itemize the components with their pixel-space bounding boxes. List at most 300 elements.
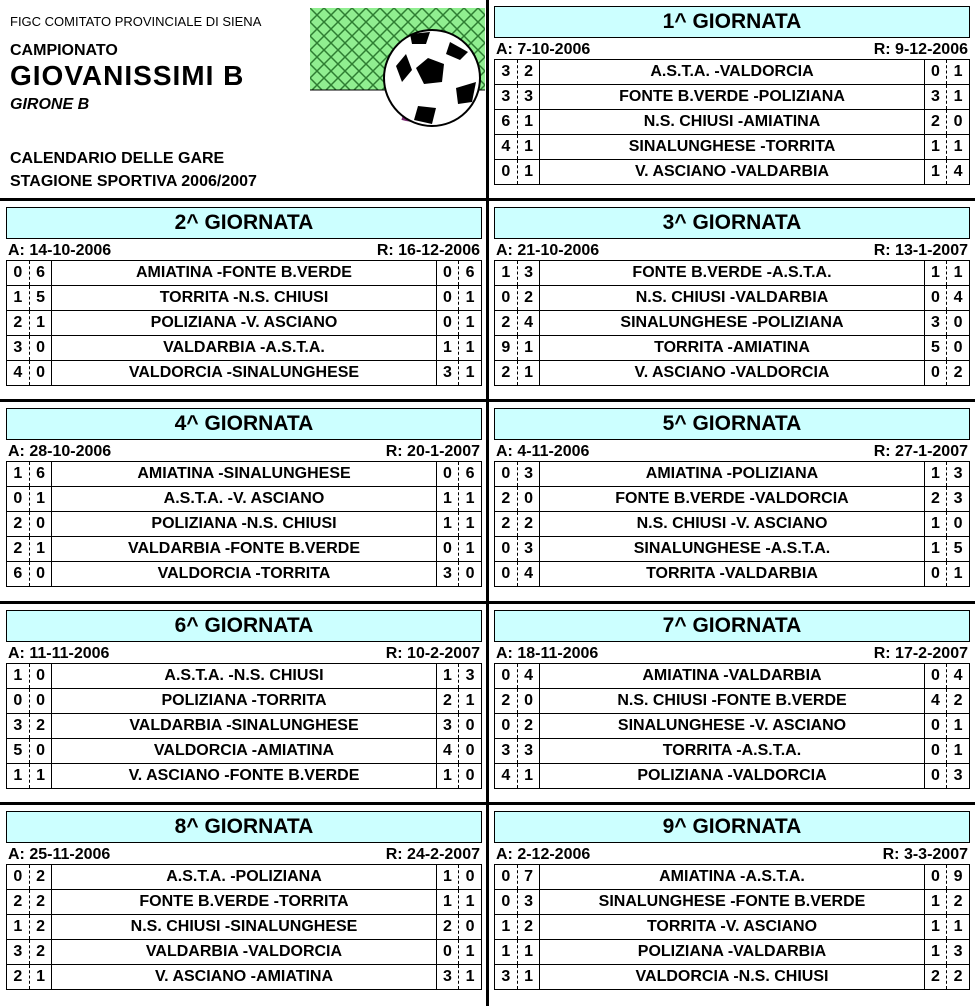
away-score-andata: 3 xyxy=(517,739,540,764)
home-score-ritorno: 1 xyxy=(436,487,459,512)
home-score-andata: 5 xyxy=(7,739,30,764)
away-score-andata: 1 xyxy=(517,135,540,160)
home-score-ritorno: 0 xyxy=(924,739,947,764)
away-score-andata: 1 xyxy=(517,336,540,361)
home-score-ritorno: 2 xyxy=(924,110,947,135)
away-score-andata: 2 xyxy=(517,512,540,537)
home-score-andata: 3 xyxy=(7,336,30,361)
calendar-label: CALENDARIO DELLE GARE xyxy=(10,150,225,167)
match-teams: POLIZIANA -VALDARBIA xyxy=(540,940,924,965)
games-table xyxy=(494,864,970,990)
away-score-ritorno: 0 xyxy=(459,915,482,940)
andata-date: A: 28-10-2006 xyxy=(8,443,112,460)
away-score-andata: 0 xyxy=(29,336,52,361)
home-score-andata: 0 xyxy=(495,664,518,689)
row-divider xyxy=(0,399,975,402)
home-score-andata: 1 xyxy=(495,915,518,940)
andata-date: A: 14-10-2006 xyxy=(8,242,112,259)
match-teams: AMIATINA -FONTE B.VERDE xyxy=(52,261,436,286)
table-row xyxy=(7,965,482,990)
away-score-ritorno: 0 xyxy=(947,336,970,361)
round-title: 5^ GIORNATA xyxy=(494,408,970,440)
match-teams: TORRITA -N.S. CHIUSI xyxy=(52,286,436,311)
table-row xyxy=(7,361,482,386)
away-score-andata: 0 xyxy=(29,689,52,714)
away-score-ritorno: 1 xyxy=(459,487,482,512)
table-row xyxy=(7,336,482,361)
table-row xyxy=(495,890,970,915)
row-divider xyxy=(0,601,975,604)
away-score-andata: 1 xyxy=(517,940,540,965)
table-row xyxy=(495,562,970,587)
match-teams: VALDARBIA -A.S.T.A. xyxy=(52,336,436,361)
away-score-ritorno: 1 xyxy=(947,714,970,739)
home-score-ritorno: 0 xyxy=(924,865,947,890)
away-score-ritorno: 0 xyxy=(459,562,482,587)
home-score-andata: 0 xyxy=(495,537,518,562)
round-title: 8^ GIORNATA xyxy=(6,811,482,843)
away-score-ritorno: 3 xyxy=(947,940,970,965)
away-score-ritorno: 1 xyxy=(947,915,970,940)
games-table xyxy=(494,663,970,789)
table-row xyxy=(7,865,482,890)
away-score-ritorno: 1 xyxy=(459,311,482,336)
table-row xyxy=(7,890,482,915)
table-row xyxy=(7,537,482,562)
away-score-andata: 2 xyxy=(517,915,540,940)
home-score-ritorno: 1 xyxy=(436,664,459,689)
away-score-ritorno: 2 xyxy=(947,965,970,990)
table-row xyxy=(7,689,482,714)
away-score-andata: 1 xyxy=(517,965,540,990)
away-score-ritorno: 0 xyxy=(459,739,482,764)
home-score-andata: 1 xyxy=(7,664,30,689)
away-score-andata: 1 xyxy=(517,764,540,789)
away-score-andata: 1 xyxy=(29,764,52,789)
match-teams: VALDORCIA -N.S. CHIUSI xyxy=(540,965,924,990)
round-title: 4^ GIORNATA xyxy=(6,408,482,440)
home-score-andata: 9 xyxy=(495,336,518,361)
round-block xyxy=(494,408,970,600)
away-score-ritorno: 1 xyxy=(459,286,482,311)
table-row xyxy=(495,286,970,311)
home-score-andata: 6 xyxy=(495,110,518,135)
match-teams: SINALUNGHESE -A.S.T.A. xyxy=(540,537,924,562)
home-score-ritorno: 0 xyxy=(924,714,947,739)
home-score-andata: 2 xyxy=(495,689,518,714)
round-block xyxy=(494,6,970,198)
away-score-ritorno: 1 xyxy=(459,689,482,714)
andata-date: A: 25-11-2006 xyxy=(8,846,111,863)
away-score-andata: 0 xyxy=(517,487,540,512)
home-score-andata: 1 xyxy=(495,261,518,286)
table-row xyxy=(495,85,970,110)
home-score-andata: 0 xyxy=(495,890,518,915)
table-row xyxy=(495,764,970,789)
match-teams: VALDORCIA -SINALUNGHESE xyxy=(52,361,436,386)
round-dates xyxy=(494,441,970,461)
ritorno-date: R: 9-12-2006 xyxy=(873,41,968,58)
home-score-andata: 0 xyxy=(495,160,518,185)
home-score-andata: 4 xyxy=(495,135,518,160)
match-teams: V. ASCIANO -VALDORCIA xyxy=(540,361,924,386)
match-teams: VALDORCIA -TORRITA xyxy=(52,562,436,587)
match-teams: VALDARBIA -SINALUNGHESE xyxy=(52,714,436,739)
table-row xyxy=(7,512,482,537)
round-dates xyxy=(6,643,482,663)
home-score-ritorno: 3 xyxy=(924,311,947,336)
match-teams: SINALUNGHESE -POLIZIANA xyxy=(540,311,924,336)
away-score-andata: 4 xyxy=(517,664,540,689)
match-teams: VALDORCIA -AMIATINA xyxy=(52,739,436,764)
away-score-andata: 4 xyxy=(517,562,540,587)
column-divider xyxy=(486,0,489,1006)
games-table xyxy=(494,59,970,185)
away-score-andata: 6 xyxy=(29,261,52,286)
away-score-andata: 0 xyxy=(29,512,52,537)
home-score-andata: 1 xyxy=(495,940,518,965)
table-row xyxy=(495,689,970,714)
match-teams: FONTE B.VERDE -TORRITA xyxy=(52,890,436,915)
home-score-ritorno: 0 xyxy=(924,664,947,689)
home-score-ritorno: 3 xyxy=(436,714,459,739)
away-score-ritorno: 0 xyxy=(459,714,482,739)
home-score-andata: 1 xyxy=(7,915,30,940)
home-score-andata: 3 xyxy=(495,739,518,764)
round-block xyxy=(6,811,482,1003)
table-row xyxy=(7,714,482,739)
away-score-ritorno: 1 xyxy=(459,336,482,361)
round-block xyxy=(494,207,970,399)
away-score-andata: 2 xyxy=(29,890,52,915)
away-score-andata: 2 xyxy=(517,60,540,85)
soccer-goal-logo-icon xyxy=(310,8,485,143)
table-row xyxy=(495,940,970,965)
ritorno-date: R: 24-2-2007 xyxy=(385,846,480,863)
category-title: GIOVANISSIMI B xyxy=(10,60,245,91)
round-dates xyxy=(6,441,482,461)
away-score-ritorno: 0 xyxy=(459,764,482,789)
match-teams: TORRITA -VALDARBIA xyxy=(540,562,924,587)
home-score-andata: 0 xyxy=(7,689,30,714)
table-row xyxy=(495,512,970,537)
home-score-ritorno: 1 xyxy=(924,915,947,940)
season-label: STAGIONE SPORTIVA 2006/2007 xyxy=(10,173,257,190)
home-score-andata: 0 xyxy=(495,462,518,487)
away-score-ritorno: 1 xyxy=(459,537,482,562)
home-score-andata: 1 xyxy=(7,286,30,311)
match-teams: POLIZIANA -TORRITA xyxy=(52,689,436,714)
table-row xyxy=(7,915,482,940)
home-score-andata: 2 xyxy=(7,537,30,562)
away-score-andata: 1 xyxy=(29,965,52,990)
round-block xyxy=(6,207,482,399)
match-teams: TORRITA -V. ASCIANO xyxy=(540,915,924,940)
match-teams: FONTE B.VERDE -A.S.T.A. xyxy=(540,261,924,286)
match-teams: AMIATINA -POLIZIANA xyxy=(540,462,924,487)
table-row xyxy=(7,739,482,764)
match-teams: A.S.T.A. -POLIZIANA xyxy=(52,865,436,890)
table-row xyxy=(495,361,970,386)
away-score-andata: 1 xyxy=(29,537,52,562)
round-block xyxy=(6,408,482,600)
home-score-ritorno: 0 xyxy=(924,286,947,311)
match-teams: N.S. CHIUSI -SINALUNGHESE xyxy=(52,915,436,940)
table-row xyxy=(7,664,482,689)
match-teams: N.S. CHIUSI -FONTE B.VERDE xyxy=(540,689,924,714)
away-score-ritorno: 1 xyxy=(459,361,482,386)
away-score-andata: 3 xyxy=(517,890,540,915)
andata-date: A: 21-10-2006 xyxy=(496,242,600,259)
table-row xyxy=(7,764,482,789)
home-score-ritorno: 1 xyxy=(924,261,947,286)
home-score-andata: 0 xyxy=(7,865,30,890)
away-score-andata: 5 xyxy=(29,286,52,311)
home-score-andata: 2 xyxy=(495,512,518,537)
round-block xyxy=(6,610,482,802)
away-score-andata: 1 xyxy=(517,110,540,135)
games-table xyxy=(6,864,482,990)
table-row xyxy=(495,336,970,361)
match-teams: V. ASCIANO -FONTE B.VERDE xyxy=(52,764,436,789)
table-row xyxy=(7,940,482,965)
home-score-ritorno: 1 xyxy=(924,512,947,537)
home-score-andata: 0 xyxy=(495,865,518,890)
table-row xyxy=(495,537,970,562)
championship-label: CAMPIONATO xyxy=(10,42,118,59)
match-teams: SINALUNGHESE -TORRITA xyxy=(540,135,924,160)
home-score-ritorno: 0 xyxy=(436,462,459,487)
home-score-andata: 1 xyxy=(7,764,30,789)
away-score-andata: 3 xyxy=(517,261,540,286)
home-score-ritorno: 1 xyxy=(924,537,947,562)
round-dates xyxy=(494,39,970,59)
away-score-ritorno: 1 xyxy=(947,85,970,110)
away-score-andata: 0 xyxy=(29,361,52,386)
match-teams: A.S.T.A. -V. ASCIANO xyxy=(52,487,436,512)
home-score-ritorno: 1 xyxy=(924,135,947,160)
org-name: FIGC COMITATO PROVINCIALE DI SIENA xyxy=(10,14,262,29)
home-score-ritorno: 3 xyxy=(436,965,459,990)
round-dates xyxy=(494,240,970,260)
match-teams: AMIATINA -A.S.T.A. xyxy=(540,865,924,890)
away-score-ritorno: 2 xyxy=(947,689,970,714)
away-score-andata: 3 xyxy=(517,537,540,562)
away-score-ritorno: 0 xyxy=(459,865,482,890)
home-score-andata: 3 xyxy=(495,60,518,85)
away-score-ritorno: 4 xyxy=(947,286,970,311)
home-score-ritorno: 1 xyxy=(924,160,947,185)
away-score-andata: 3 xyxy=(517,462,540,487)
table-row xyxy=(495,915,970,940)
home-score-ritorno: 3 xyxy=(436,361,459,386)
table-row xyxy=(495,160,970,185)
match-teams: VALDARBIA -FONTE B.VERDE xyxy=(52,537,436,562)
games-table xyxy=(494,461,970,587)
home-score-ritorno: 0 xyxy=(436,311,459,336)
match-teams: TORRITA -A.S.T.A. xyxy=(540,739,924,764)
match-teams: FONTE B.VERDE -POLIZIANA xyxy=(540,85,924,110)
away-score-ritorno: 0 xyxy=(947,110,970,135)
home-score-andata: 3 xyxy=(7,714,30,739)
away-score-ritorno: 6 xyxy=(459,261,482,286)
home-score-andata: 4 xyxy=(7,361,30,386)
home-score-ritorno: 1 xyxy=(436,865,459,890)
away-score-ritorno: 3 xyxy=(947,462,970,487)
home-score-andata: 0 xyxy=(495,286,518,311)
table-row xyxy=(495,311,970,336)
andata-date: A: 2-12-2006 xyxy=(496,846,591,863)
home-score-andata: 0 xyxy=(495,714,518,739)
table-row xyxy=(495,965,970,990)
round-dates xyxy=(6,240,482,260)
table-row xyxy=(495,110,970,135)
home-score-ritorno: 0 xyxy=(436,940,459,965)
home-score-ritorno: 5 xyxy=(924,336,947,361)
match-teams: POLIZIANA -VALDORCIA xyxy=(540,764,924,789)
home-score-andata: 3 xyxy=(495,965,518,990)
home-score-ritorno: 1 xyxy=(924,890,947,915)
row-divider xyxy=(0,198,975,201)
header xyxy=(0,0,486,200)
home-score-ritorno: 0 xyxy=(924,764,947,789)
table-row xyxy=(495,865,970,890)
ritorno-date: R: 10-2-2007 xyxy=(385,645,480,662)
row-divider xyxy=(0,802,975,805)
home-score-andata: 1 xyxy=(7,462,30,487)
away-score-andata: 3 xyxy=(517,85,540,110)
away-score-andata: 7 xyxy=(517,865,540,890)
away-score-andata: 1 xyxy=(29,311,52,336)
away-score-ritorno: 0 xyxy=(947,311,970,336)
table-row xyxy=(495,60,970,85)
home-score-andata: 2 xyxy=(495,487,518,512)
home-score-ritorno: 0 xyxy=(924,361,947,386)
table-row xyxy=(495,462,970,487)
home-score-andata: 2 xyxy=(7,311,30,336)
table-row xyxy=(495,261,970,286)
away-score-ritorno: 0 xyxy=(947,512,970,537)
away-score-ritorno: 4 xyxy=(947,160,970,185)
home-score-andata: 3 xyxy=(7,940,30,965)
round-block xyxy=(494,811,970,1003)
home-score-ritorno: 2 xyxy=(436,915,459,940)
table-row xyxy=(495,664,970,689)
match-teams: TORRITA -AMIATINA xyxy=(540,336,924,361)
home-score-ritorno: 1 xyxy=(436,764,459,789)
match-teams: FONTE B.VERDE -VALDORCIA xyxy=(540,487,924,512)
home-score-ritorno: 1 xyxy=(436,512,459,537)
round-title: 1^ GIORNATA xyxy=(494,6,970,38)
round-title: 3^ GIORNATA xyxy=(494,207,970,239)
away-score-andata: 6 xyxy=(29,462,52,487)
home-score-andata: 0 xyxy=(7,261,30,286)
match-teams: N.S. CHIUSI -AMIATINA xyxy=(540,110,924,135)
away-score-andata: 2 xyxy=(29,714,52,739)
home-score-ritorno: 1 xyxy=(924,940,947,965)
home-score-ritorno: 1 xyxy=(436,336,459,361)
table-row xyxy=(7,286,482,311)
home-score-ritorno: 2 xyxy=(924,487,947,512)
away-score-andata: 1 xyxy=(517,361,540,386)
away-score-andata: 0 xyxy=(29,562,52,587)
match-teams: N.S. CHIUSI -VALDARBIA xyxy=(540,286,924,311)
away-score-ritorno: 1 xyxy=(459,940,482,965)
home-score-andata: 6 xyxy=(7,562,30,587)
home-score-ritorno: 2 xyxy=(436,689,459,714)
home-score-ritorno: 0 xyxy=(436,286,459,311)
match-teams: A.S.T.A. -N.S. CHIUSI xyxy=(52,664,436,689)
home-score-andata: 3 xyxy=(495,85,518,110)
away-score-andata: 2 xyxy=(517,286,540,311)
away-score-andata: 2 xyxy=(29,940,52,965)
group-label: GIRONE B xyxy=(10,96,90,113)
table-row xyxy=(7,562,482,587)
table-row xyxy=(495,487,970,512)
away-score-andata: 1 xyxy=(517,160,540,185)
away-score-ritorno: 5 xyxy=(947,537,970,562)
home-score-ritorno: 0 xyxy=(924,60,947,85)
table-row xyxy=(495,714,970,739)
away-score-andata: 2 xyxy=(29,865,52,890)
match-teams: VALDARBIA -VALDORCIA xyxy=(52,940,436,965)
away-score-andata: 1 xyxy=(29,487,52,512)
away-score-ritorno: 1 xyxy=(947,261,970,286)
ritorno-date: R: 13-1-2007 xyxy=(873,242,968,259)
away-score-ritorno: 1 xyxy=(947,60,970,85)
andata-date: A: 4-11-2006 xyxy=(496,443,590,460)
round-dates xyxy=(494,844,970,864)
away-score-ritorno: 1 xyxy=(459,512,482,537)
home-score-ritorno: 3 xyxy=(436,562,459,587)
table-row xyxy=(7,261,482,286)
home-score-ritorno: 2 xyxy=(924,965,947,990)
away-score-ritorno: 1 xyxy=(947,562,970,587)
games-table xyxy=(6,260,482,386)
ritorno-date: R: 16-12-2006 xyxy=(376,242,480,259)
table-row xyxy=(495,135,970,160)
away-score-andata: 2 xyxy=(517,714,540,739)
match-teams: AMIATINA -VALDARBIA xyxy=(540,664,924,689)
home-score-andata: 2 xyxy=(495,361,518,386)
match-teams: POLIZIANA -V. ASCIANO xyxy=(52,311,436,336)
away-score-ritorno: 1 xyxy=(459,890,482,915)
match-teams: V. ASCIANO -VALDARBIA xyxy=(540,160,924,185)
table-row xyxy=(495,739,970,764)
away-score-ritorno: 9 xyxy=(947,865,970,890)
home-score-andata: 2 xyxy=(7,512,30,537)
round-title: 7^ GIORNATA xyxy=(494,610,970,642)
away-score-ritorno: 3 xyxy=(947,764,970,789)
home-score-andata: 0 xyxy=(7,487,30,512)
away-score-ritorno: 3 xyxy=(459,664,482,689)
home-score-andata: 0 xyxy=(495,562,518,587)
round-dates xyxy=(6,844,482,864)
home-score-ritorno: 4 xyxy=(924,689,947,714)
match-teams: SINALUNGHESE -V. ASCIANO xyxy=(540,714,924,739)
table-row xyxy=(7,311,482,336)
away-score-andata: 0 xyxy=(29,739,52,764)
round-title: 2^ GIORNATA xyxy=(6,207,482,239)
away-score-ritorno: 1 xyxy=(947,135,970,160)
andata-date: A: 11-11-2006 xyxy=(8,645,110,662)
games-table xyxy=(6,663,482,789)
ritorno-date: R: 17-2-2007 xyxy=(873,645,968,662)
away-score-ritorno: 2 xyxy=(947,361,970,386)
round-block xyxy=(494,610,970,802)
away-score-ritorno: 1 xyxy=(947,739,970,764)
away-score-ritorno: 3 xyxy=(947,487,970,512)
